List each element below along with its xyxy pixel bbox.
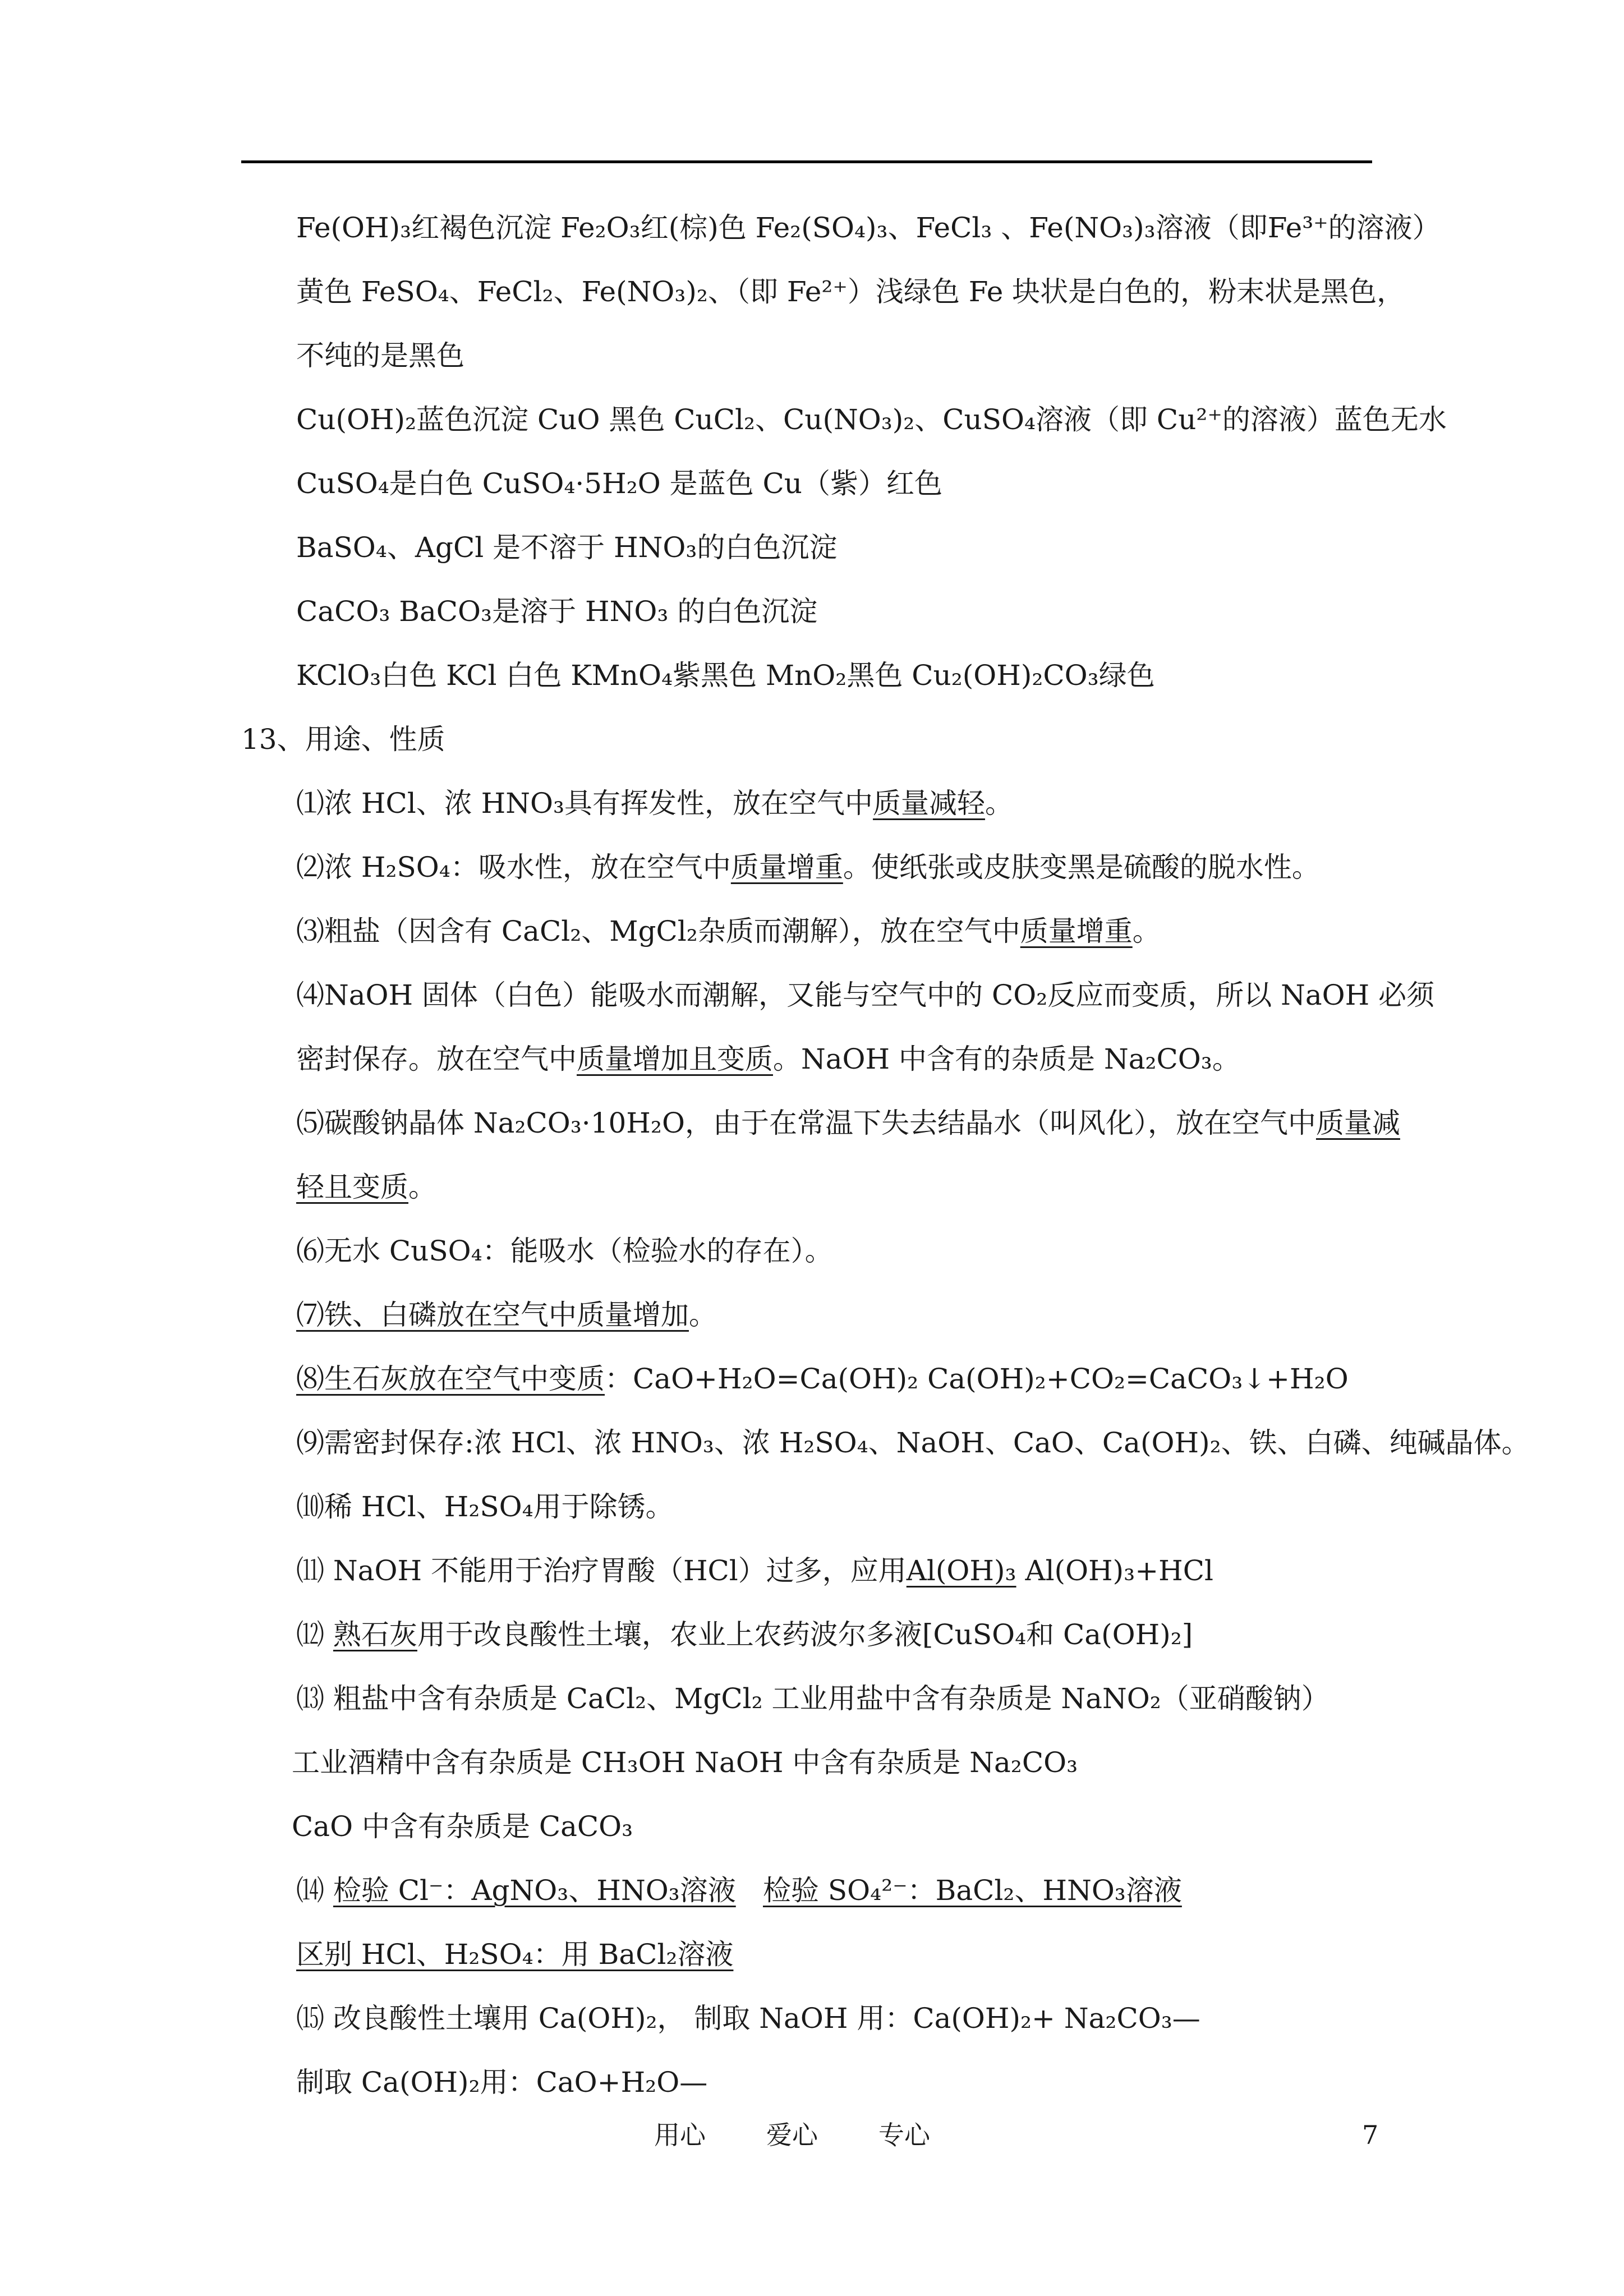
item-12-text: 用于改良酸性土壤，农业上农药波尔多液[CuSO₄和 Ca(OH)₂] [417, 1618, 1193, 1651]
item-11 [296, 1554, 1213, 1588]
item-12-number: ⑿ [296, 1618, 333, 1651]
item-1-text: ⑴浓 HCl、浓 HNO₃具有挥发性，放在空气中 [296, 787, 873, 820]
item-7-end: 。 [689, 1299, 717, 1331]
footer-motto-1: 用心 [654, 2120, 706, 2150]
item-10: ⑽稀 HCl、H₂SO₄用于除锈。 [296, 1490, 674, 1523]
item-2-end: 。使纸张或皮肤变黑是硫酸的脱水性。 [843, 851, 1320, 884]
item-7-underlined: ⑺铁、白磷放在空气中质量增加 [296, 1299, 689, 1331]
item-12-underlined: 熟石灰 [333, 1618, 417, 1651]
item-14-distinguish: 区别 HCl、H₂SO₄：用 BaCl₂溶液 [296, 1938, 734, 1971]
item-2-underlined: 质量增重 [730, 851, 843, 884]
color-line-1: Fe(OH)₃红褐色沉淀 Fe₂O₃红(棕)色 Fe₂(SO₄)₃、FeCl₃ 、Fe(NO₃)₃溶液（即Fe³⁺的溶液） [296, 211, 1441, 244]
color-line-4: Cu(OH)₂蓝色沉淀 CuO 黑色 CuCl₂、Cu(NO₃)₂、CuSO₄溶液（即 Cu²⁺的溶液）蓝色无水 [296, 403, 1447, 436]
item-14-test-sulfate [763, 1874, 1182, 1907]
section-heading: 13、用途、性质 [241, 723, 445, 756]
item-11-end: Al(OH)₃+HCl [1016, 1554, 1213, 1587]
item-8 [296, 1362, 1349, 1396]
item-11-text: ⑾ NaOH 不能用于治疗胃酸（HCl）过多，应用 [296, 1554, 907, 1587]
item-15-line-2: 制取 Ca(OH)₂用：CaO+H₂O— [296, 2066, 708, 2099]
item-9: ⑼需密封保存:浓 HCl、浓 HNO₃、浓 H₂SO₄、NaOH、CaO、Ca(OH)₂、铁、白磷、纯碱晶体。 [296, 1427, 1530, 1459]
item-3 [296, 914, 1161, 948]
item-5-end: 。 [408, 1171, 436, 1203]
item-12 [296, 1618, 1193, 1651]
footer-motto-3: 专心 [878, 2120, 930, 2150]
item-5-underlined-b: 轻且变质 [296, 1171, 408, 1203]
color-line-3: 不纯的是黑色 [296, 339, 464, 372]
item-14-test-sulfate-text: 检验 SO₄²⁻：BaCl₂、HNO₃溶液 [763, 1874, 1182, 1907]
item-4-line-1: ⑷NaOH 固体（白色）能吸水而潮解，又能与空气中的 CO₂反应而变质，所以 NaOH 必须 [296, 979, 1435, 1011]
item-4-underlined: 质量增加且变质 [577, 1043, 773, 1075]
item-5-text: ⑸碳酸钠晶体 Na₂CO₃·10H₂O，由于在常温下失去结晶水（叫风化），放在空气中 [296, 1107, 1316, 1139]
item-7 [296, 1298, 717, 1332]
item-14-test-chloride: 检验 Cl⁻：AgNO₃、HNO₃溶液 [333, 1874, 736, 1907]
page-number: 7 [1362, 2120, 1379, 2150]
item-6: ⑹无水 CuSO₄：能吸水（检验水的存在）。 [296, 1235, 833, 1267]
item-14-number: ⒁ [296, 1874, 333, 1907]
item-13-line-3: CaO 中含有杂质是 CaCO₃ [292, 1810, 633, 1843]
item-11-underlined: Al(OH)₃ [906, 1554, 1016, 1587]
item-8-underlined: ⑻生石灰放在空气中变质 [296, 1363, 605, 1395]
item-4-end: 。NaOH 中含有的杂质是 Na₂CO₃。 [773, 1043, 1240, 1075]
item-3-end: 。 [1132, 915, 1161, 947]
item-13-line-2: 工业酒精中含有杂质是 CH₃OH NaOH 中含有杂质是 Na₂CO₃ [292, 1746, 1078, 1779]
color-line-5: CuSO₄是白色 CuSO₄·5H₂O 是蓝色 Cu（紫）红色 [296, 467, 942, 500]
item-13-line-1: ⒀ 粗盐中含有杂质是 CaCl₂、MgCl₂ 工业用盐中含有杂质是 NaNO₂（亚硝酸钠） [296, 1682, 1329, 1715]
item-5-line-2 [296, 1170, 436, 1204]
item-2 [296, 850, 1320, 884]
item-14-line-1 [296, 1874, 736, 1907]
color-line-8: KClO₃白色 KCl 白色 KMnO₄紫黑色 MnO₂黑色 Cu₂(OH)₂CO₃绿色 [296, 659, 1155, 692]
item-4-line-2 [296, 1042, 1240, 1076]
item-15-line-1: ⒂ 改良酸性土壤用 Ca(OH)₂， 制取 NaOH 用：Ca(OH)₂+ Na₂CO₃— [296, 2002, 1200, 2035]
item-5-underlined-a: 质量减 [1315, 1107, 1400, 1139]
color-line-2: 黄色 FeSO₄、FeCl₂、Fe(NO₃)₂、（即 Fe²⁺）浅绿色 Fe 块状是白色的，粉末状是黑色， [296, 275, 1405, 308]
footer-motto-2: 爱心 [766, 2120, 818, 2150]
item-3-underlined: 质量增重 [1020, 915, 1133, 947]
item-1-end: 。 [985, 787, 1014, 820]
item-3-text: ⑶粗盐（因含有 CaCl₂、MgCl₂杂质而潮解），放在空气中 [296, 915, 1020, 947]
item-8-equations: ：CaO+H₂O=Ca(OH)₂ Ca(OH)₂+CO₂=CaCO₃↓+H₂O [605, 1363, 1349, 1395]
item-4-text: 密封保存。放在空气中 [296, 1043, 577, 1075]
item-1 [296, 786, 1013, 820]
item-14-line-2 [296, 1938, 733, 1971]
item-1-underlined: 质量减轻 [873, 787, 986, 820]
item-5-line-1 [296, 1106, 1400, 1140]
header-rule [241, 160, 1372, 163]
color-line-6: BaSO₄、AgCl 是不溶于 HNO₃的白色沉淀 [296, 531, 838, 564]
item-2-text: ⑵浓 H₂SO₄：吸水性，放在空气中 [296, 851, 731, 884]
color-line-7: CaCO₃ BaCO₃是溶于 HNO₃ 的白色沉淀 [296, 595, 818, 628]
